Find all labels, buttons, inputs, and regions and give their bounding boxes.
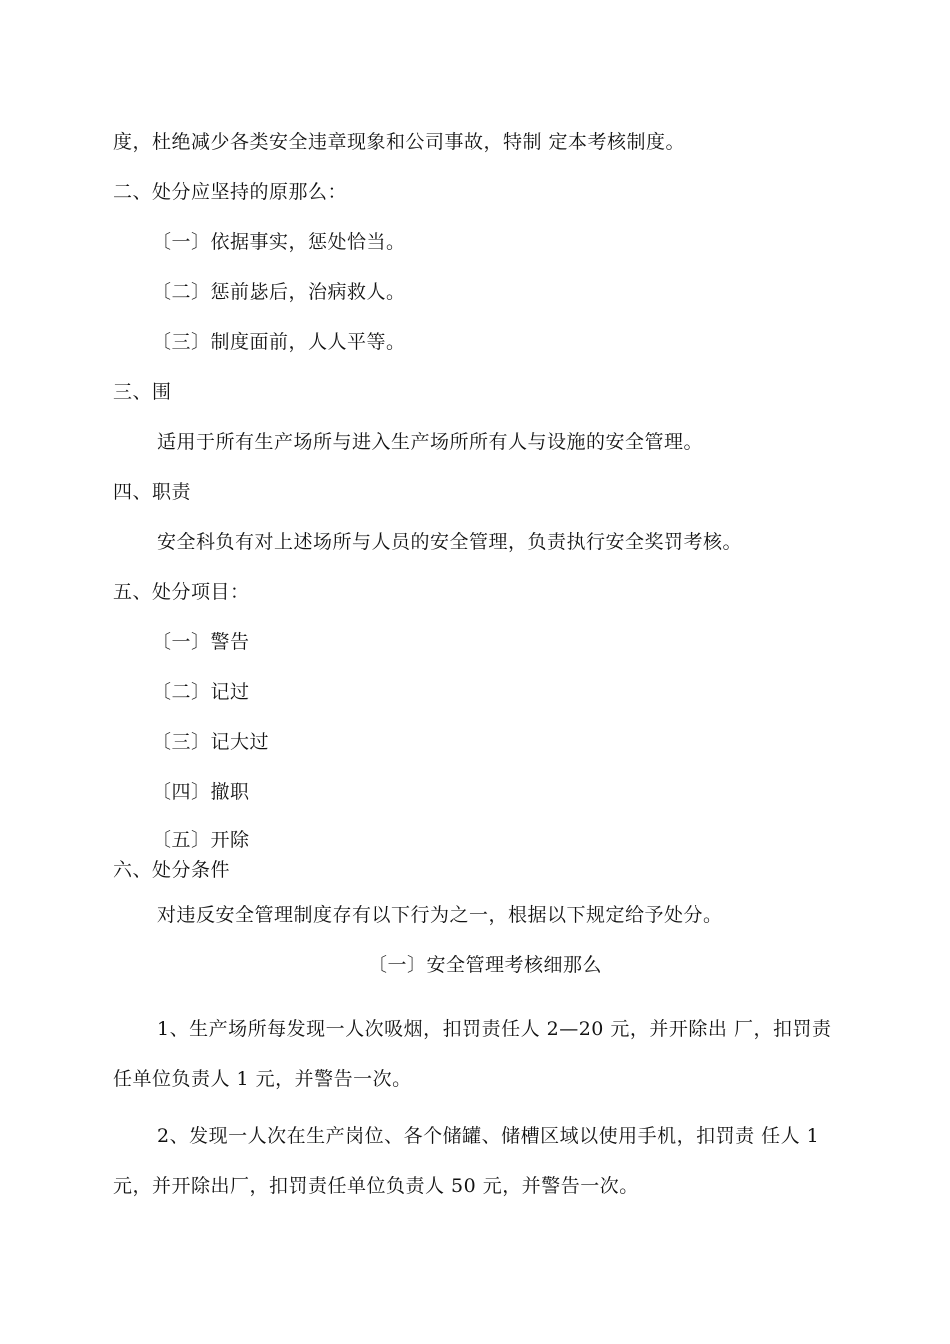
penalty-item-2: 〔二〕记过 <box>152 681 250 703</box>
rule-2-line-2: 元，并开除出厂，扣罚责任单位负责人 50 元，并警告一次。 <box>113 1175 639 1197</box>
conditions-paragraph: 对违反安全管理制度存有以下行为之一，根据以下规定给予处分。 <box>157 904 723 926</box>
section-heading-penalties: 五、处分项目： <box>113 581 250 603</box>
penalty-item-5: 〔五〕开除 <box>152 829 250 851</box>
principle-item-3: 〔三〕制度面前，人人平等。 <box>152 331 406 353</box>
section-heading-scope: 三、围 <box>113 381 172 403</box>
rule-1-line-1: 1、生产场所每发现一人次吸烟，扣罚责任人 2—20 元，并开除出 厂，扣罚责 <box>157 1018 832 1040</box>
penalty-item-1: 〔一〕警告 <box>152 631 250 653</box>
penalty-item-3: 〔三〕记大过 <box>152 731 270 753</box>
subsection-title: 〔一〕安全管理考核细那么 <box>368 954 603 976</box>
principle-item-2: 〔二〕惩前毖后，治病救人。 <box>152 281 406 303</box>
section-heading-principles: 二、处分应坚持的原那么： <box>113 181 348 203</box>
section-heading-conditions: 六、处分条件 <box>113 859 231 881</box>
scope-paragraph: 适用于所有生产场所与进入生产场所所有人与设施的安全管理。 <box>157 431 704 453</box>
rule-1-line-2: 任单位负责人 1 元，并警告一次。 <box>113 1068 412 1090</box>
paragraph-continuation: 度，杜绝减少各类安全违章现象和公司事故，特制 定本考核制度。 <box>113 131 686 153</box>
section-heading-duties: 四、职责 <box>113 481 192 503</box>
rule-2-line-1: 2、发现一人次在生产岗位、各个储罐、储槽区域以使用手机，扣罚责 任人 1 <box>157 1125 820 1147</box>
duties-paragraph: 安全科负有对上述场所与人员的安全管理，负责执行安全奖罚考核。 <box>157 531 743 553</box>
principle-item-1: 〔一〕依据事实，惩处恰当。 <box>152 231 406 253</box>
penalty-item-4: 〔四〕撤职 <box>152 781 250 803</box>
